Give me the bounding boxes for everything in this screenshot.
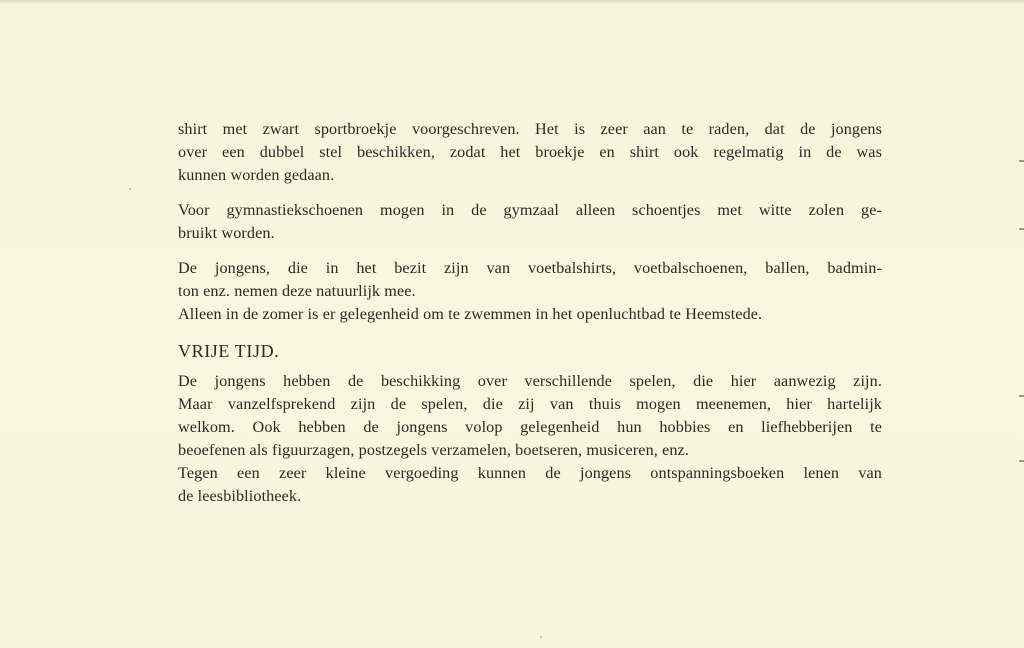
text-line: shirt met zwart sportbroekje voorgeschreven. Het is zeer aan te raden, dat de jongens xyxy=(178,120,882,138)
paper-speck xyxy=(540,636,542,638)
binding-mark xyxy=(1019,395,1024,397)
text-line: Tegen een zeer kleine vergoeding kunnen de jongens ontspanningsboeken lenen van xyxy=(178,464,882,482)
paragraph-sports-gear xyxy=(178,257,882,326)
text-line: De jongens hebben de beschikking over verschillende spelen, die hier aanwezig zijn. xyxy=(178,372,882,390)
text-line: Alleen in de zomer is er gelegenheid om te zwemmen in het openluchtbad te Heemstede. xyxy=(178,305,763,323)
text-line: Maar vanzelfsprekend zijn de spelen, die zij van thuis mogen meenemen, hier hartelijk xyxy=(178,395,882,413)
page-top-edge xyxy=(0,0,1024,4)
text-line: ton enz. nemen deze natuurlijk mee. xyxy=(178,282,416,300)
text-line: beoefenen als figuurzagen, postzegels verzamelen, boetseren, musiceren, enz. xyxy=(178,441,689,459)
section-heading: VRIJE TIJD. xyxy=(178,341,280,361)
paragraph-free-time xyxy=(178,370,882,508)
binding-mark xyxy=(1019,228,1024,230)
text-line: De jongens, die in het bezit zijn van voetbalshirts, voetbalschoenen, ballen, badmin- xyxy=(178,259,882,277)
text-line: de leesbibliotheek. xyxy=(178,487,302,505)
body-text xyxy=(178,118,882,520)
paper-speck xyxy=(129,188,131,190)
paragraph-sportswear xyxy=(178,118,882,187)
binding-mark xyxy=(1019,460,1024,462)
text-line: bruikt worden. xyxy=(178,224,275,242)
binding-mark xyxy=(1019,160,1024,162)
text-line: over een dubbel stel beschikken, zodat het broekje en shirt ook regelmatig in de was xyxy=(178,143,882,161)
text-line: welkom. Ook hebben de jongens volop gelegenheid hun hobbies en liefhebberijen te xyxy=(178,418,882,436)
text-line: Voor gymnastiekschoenen mogen in de gymzaal alleen schoentjes met witte zolen ge- xyxy=(178,201,882,219)
paragraph-gym-shoes xyxy=(178,199,882,245)
text-line: kunnen worden gedaan. xyxy=(178,166,335,184)
